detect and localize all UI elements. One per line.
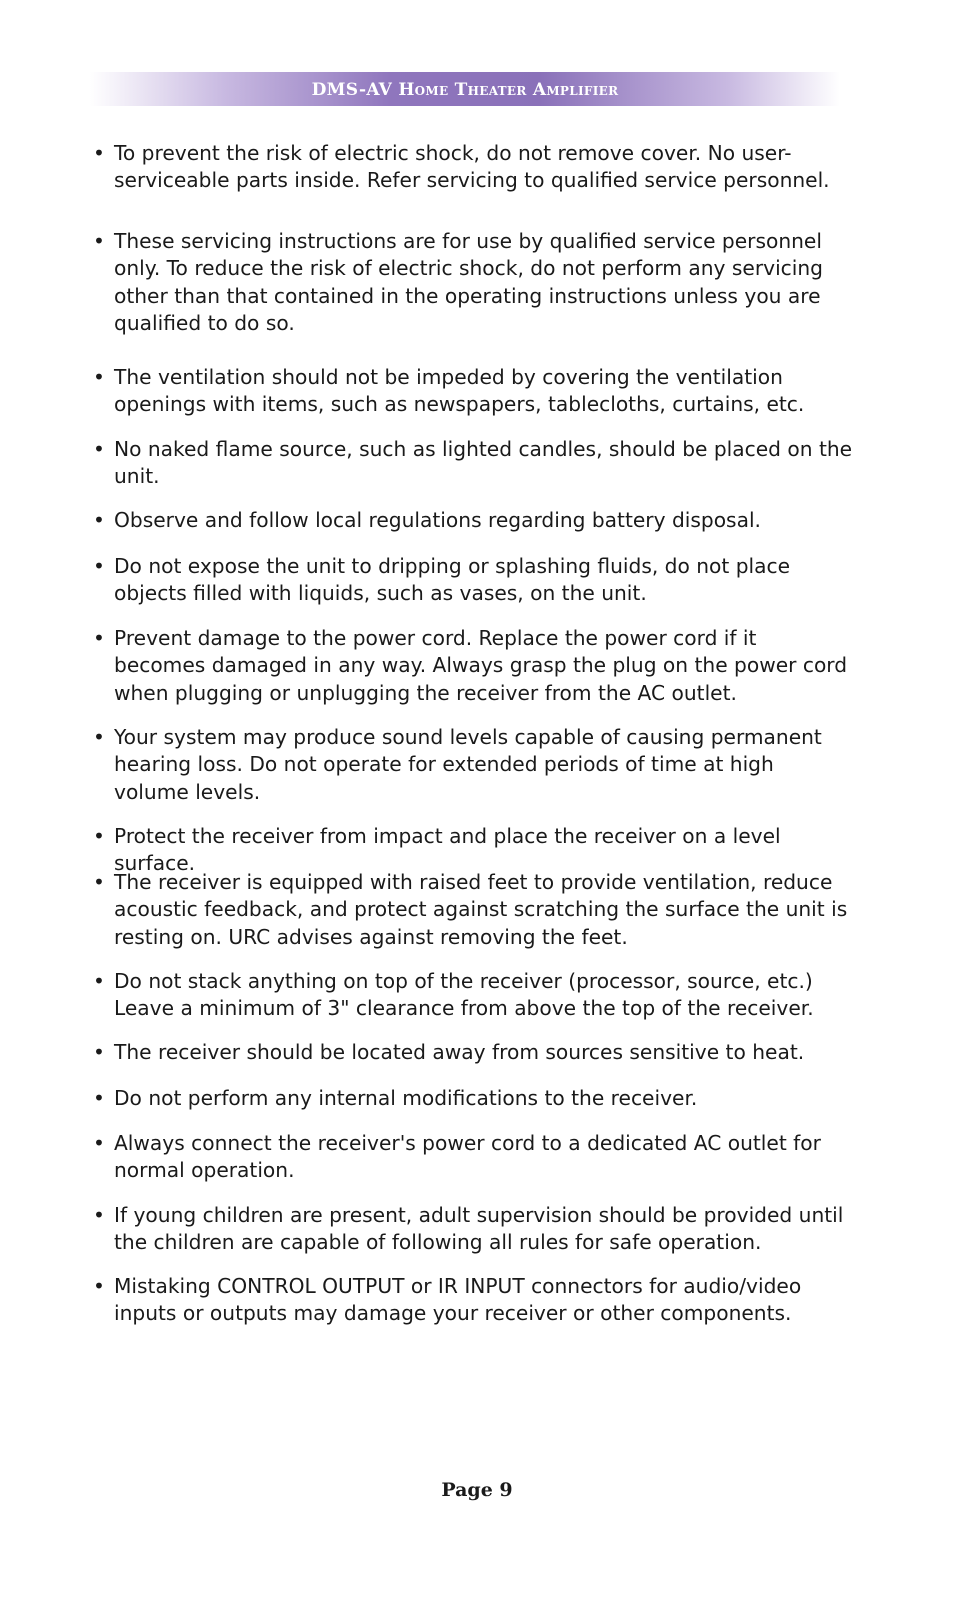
bullet-icon: • xyxy=(93,870,105,894)
bullet-icon: • xyxy=(93,1131,105,1155)
bullet-icon: • xyxy=(93,141,105,165)
bullet-icon: • xyxy=(93,824,105,848)
list-item-text: Observe and follow local regulations regarding battery disposal. xyxy=(114,508,761,532)
list-item xyxy=(93,1202,853,1257)
list-item-text: Your system may produce sound levels capable of causing permanent hearing loss. Do not operate for extended periods of time at high volume levels. xyxy=(114,725,822,804)
bullet-icon: • xyxy=(93,725,105,749)
list-item-text: Protect the receiver from impact and place the receiver on a level surface. xyxy=(114,824,781,876)
bullet-icon: • xyxy=(93,365,105,389)
bullet-icon: • xyxy=(93,1274,105,1298)
bullet-icon: • xyxy=(93,508,105,532)
list-item xyxy=(93,968,853,1023)
list-item-text: The receiver should be located away from sources sensitive to heat. xyxy=(114,1040,805,1064)
list-item xyxy=(93,1039,853,1066)
list-item xyxy=(93,140,853,195)
list-item-text: Prevent damage to the power cord. Replace the power cord if it becomes damaged in any way. Always grasp the plug on the power cord when plugging or unplugging the receiver from the AC outlet. xyxy=(114,626,848,705)
bullet-icon: • xyxy=(93,1203,105,1227)
bullet-icon: • xyxy=(93,1040,105,1064)
list-item-text: Mistaking CONTROL OUTPUT or IR INPUT connectors for audio/video inputs or outputs may damage your receiver or other components. xyxy=(114,1274,802,1326)
page-number: Page 9 xyxy=(441,1479,513,1501)
list-item xyxy=(93,507,853,534)
bullet-icon: • xyxy=(93,969,105,993)
list-item-text: The receiver is equipped with raised feet to provide ventilation, reduce acoustic feedback, and protect against scratching the surface the unit is resting on. URC advises against removing the feet. xyxy=(114,870,848,949)
list-item-text: Do not expose the unit to dripping or splashing fluids, do not place objects filled with liquids, such as vases, on the unit. xyxy=(114,554,791,606)
bullet-icon: • xyxy=(93,626,105,650)
bullet-icon: • xyxy=(93,554,105,578)
list-item xyxy=(93,553,853,608)
list-item xyxy=(93,1130,853,1185)
list-item xyxy=(93,869,853,951)
list-item xyxy=(93,1273,853,1328)
list-item-text: No naked flame source, such as lighted candles, should be placed on the unit. xyxy=(114,437,853,489)
bullet-icon: • xyxy=(93,437,105,461)
list-item-text: To prevent the risk of electric shock, do not remove cover. No user-serviceable parts inside. Refer servicing to qualified service personnel. xyxy=(114,141,830,193)
list-item-text: These servicing instructions are for use by qualified service personnel only. To reduce the risk of electric shock, do not perform any servicing other than that contained in the operating instructions unless you are qualified to do so. xyxy=(114,229,823,335)
list-item-text: If young children are present, adult supervision should be provided until the children are capable of following all rules for safe operation. xyxy=(114,1203,844,1255)
list-item-text: Do not perform any internal modifications to the receiver. xyxy=(114,1086,698,1110)
header-banner xyxy=(90,72,840,106)
list-item-text: The ventilation should not be impeded by covering the ventilation openings with items, such as newspapers, tablecloths, curtains, etc. xyxy=(114,365,805,417)
list-item xyxy=(93,228,853,337)
list-item-text: Do not stack anything on top of the receiver (processor, source, etc.) Leave a minimum of 3" clearance from above the top of the receiver. xyxy=(114,969,814,1021)
list-item xyxy=(93,724,853,806)
list-item-text: Always connect the receiver's power cord to a dedicated AC outlet for normal operation. xyxy=(114,1131,821,1183)
page-header-title: DMS-AV Home Theater Amplifier xyxy=(311,80,619,100)
list-item xyxy=(93,1085,853,1112)
list-item xyxy=(93,364,853,419)
bullet-icon: • xyxy=(93,1086,105,1110)
bullet-icon: • xyxy=(93,229,105,253)
list-item xyxy=(93,625,853,707)
list-item xyxy=(93,436,853,491)
